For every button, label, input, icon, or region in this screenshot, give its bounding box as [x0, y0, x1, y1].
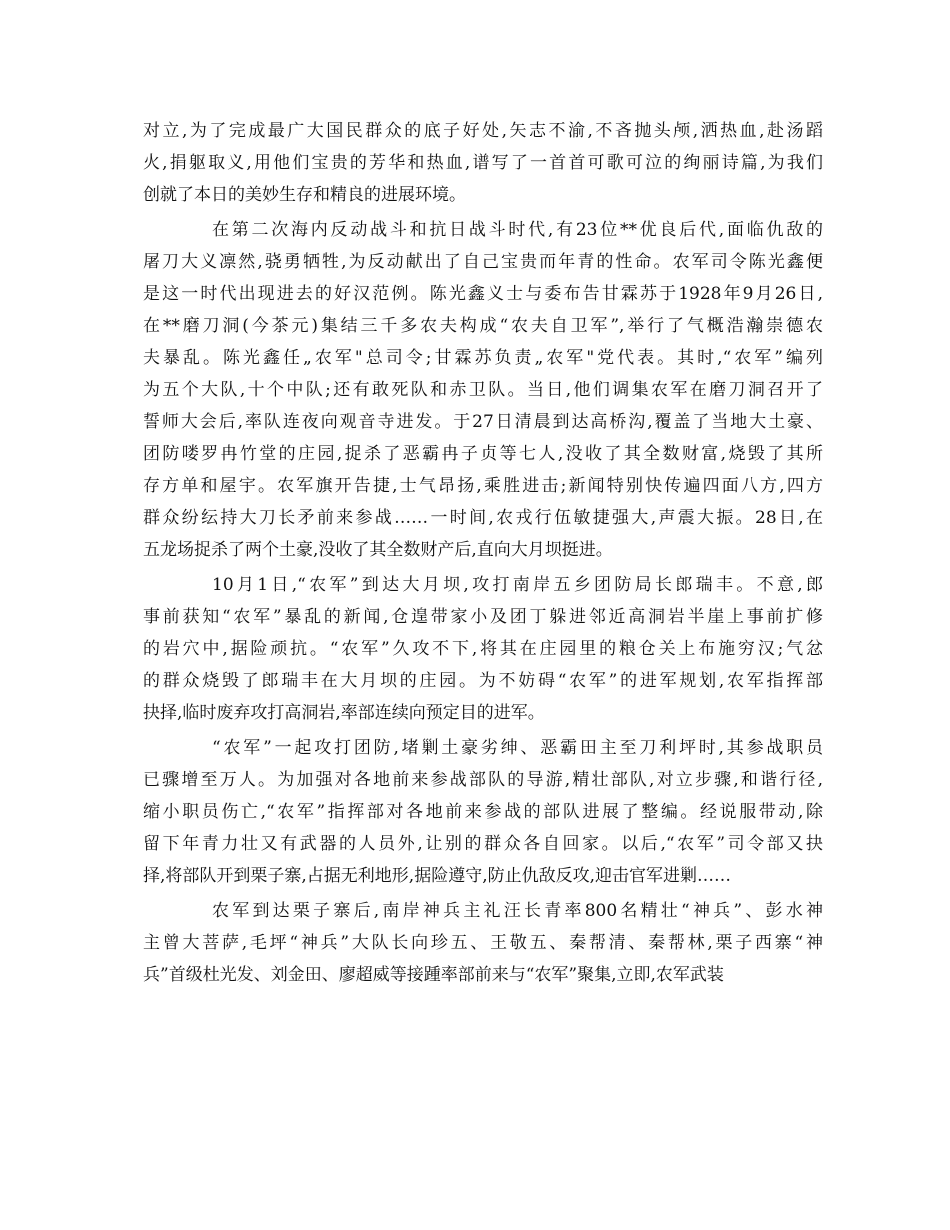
text-line: 已骤增至万人。为加强对各地前来参战部队的导游,精壮部队,对立步骤,和谐行径,: [143, 770, 823, 790]
text-line: 存方单和屋宇。农军旗开告捷,士气昂扬,乘胜进击;新闻特别快传遍四面八方,四方: [143, 476, 823, 496]
text-line: 10月1日,“农军”到达大月坝,攻打南岸五乡团防局长郎瑞丰。不意,郎: [212, 575, 823, 595]
text-line: 主曾大菩萨,毛坪“神兵”大队长向珍五、王敬五、秦帮清、秦帮林,栗子西寨“神: [143, 933, 823, 953]
text-line: 的岩穴中,据险顽抗。“农军”久攻不下,将其在庄园里的粮仓关上布施穷汉;气忿: [143, 639, 823, 659]
text-line: 缩小职员伤亡,“农军”指挥部对各地前来参战的部队进展了整编。经说服带动,除: [143, 802, 823, 822]
text-line: 对立,为了完成最广大国民群众的底子好处,矢志不渝,不吝抛头颅,洒热血,赴汤蹈: [143, 121, 823, 141]
text-line: 留下年青力壮又有武器的人员外,让别的群众各自回家。以后,“农军”司令部又抉: [143, 834, 823, 854]
paragraph: [143, 732, 823, 892]
text-line: 火,捐躯取义,用他们宝贵的芳华和热血,谱写了一首首可歌可泣的绚丽诗篇,为我们: [143, 153, 823, 173]
text-line: “农军”一起攻打团防,堵剿土豪劣绅、恶霸田主至刀利坪时,其参战职员: [212, 738, 823, 758]
text-line: 誓师大会后,率队连夜向观音寺进发。于27日清晨到达高桥沟,覆盖了当地大土豪、: [143, 412, 823, 432]
text-line: 创就了本日的美妙生存和精良的进展环境。: [143, 185, 466, 205]
text-line: 农军到达栗子寨后,南岸神兵主礼汪长青率800名精壮“神兵”、彭水神: [212, 901, 823, 921]
paragraph: [143, 569, 823, 729]
paragraph: [143, 115, 823, 211]
text-line: 的群众烧毁了郎瑞丰在大月坝的庄园。为不妨碍“农军”的进军规划,农军指挥部: [143, 671, 823, 691]
text-line: 夫暴乱。陈光鑫任„农军"总司令;甘霖苏负责„农军"党代表。其时,“农军”编列: [143, 348, 823, 368]
text-line: 屠刀大义凛然,骁勇牺牲,为反动献出了自己宝贵而年青的性命。农军司令陈光鑫便: [143, 252, 823, 272]
text-line: 团防喽罗冉竹堂的庄园,捉杀了恶霸冉子贞等七人,没收了其全数财富,烧毁了其所: [143, 444, 823, 464]
text-line: 在第二次海内反动战斗和抗日战斗时代,有23位**优良后代,面临仇敌的: [212, 220, 823, 240]
document-body: [143, 115, 823, 994]
text-line: 事前获知“农军”暴乱的新闻,仓遑带家小及团丁躲进邻近高洞岩半崖上事前扩修: [143, 607, 823, 627]
text-line: 在**磨刀洞(今茶元)集结三千多农夫构成“农夫自卫军”,举行了气概浩瀚崇德农: [143, 316, 823, 336]
text-line: 为五个大队,十个中队;还有敢死队和赤卫队。当日,他们调集农军在磨刀洞召开了: [143, 380, 823, 400]
text-line: 择,将部队开到栗子寨,占据无利地形,据险遵守,防止仇敌反攻,迎击官军进剿……: [143, 866, 732, 886]
text-line: 兵”首级杜光发、刘金田、廖超威等接踵率部前来与“农军”聚集,立即,农军武装: [143, 965, 724, 985]
paragraph: [143, 895, 823, 991]
text-line: 抉择,临时废弃攻打高洞岩,率部连续向预定目的进军。: [143, 703, 545, 723]
text-line: 群众纷纭持大刀长矛前来参战……一时间,农戎行伍敏捷强大,声震大振。28日,在: [143, 508, 823, 528]
paragraph: [143, 214, 823, 566]
text-line: 五龙场捉杀了两个土豪,没收了其全数财产后,直向大月坝挺进。: [143, 540, 613, 560]
text-line: 是这一时代出现进去的好汉范例。陈光鑫义士与委布告甘霖苏于1928年9月26日,: [143, 284, 823, 304]
